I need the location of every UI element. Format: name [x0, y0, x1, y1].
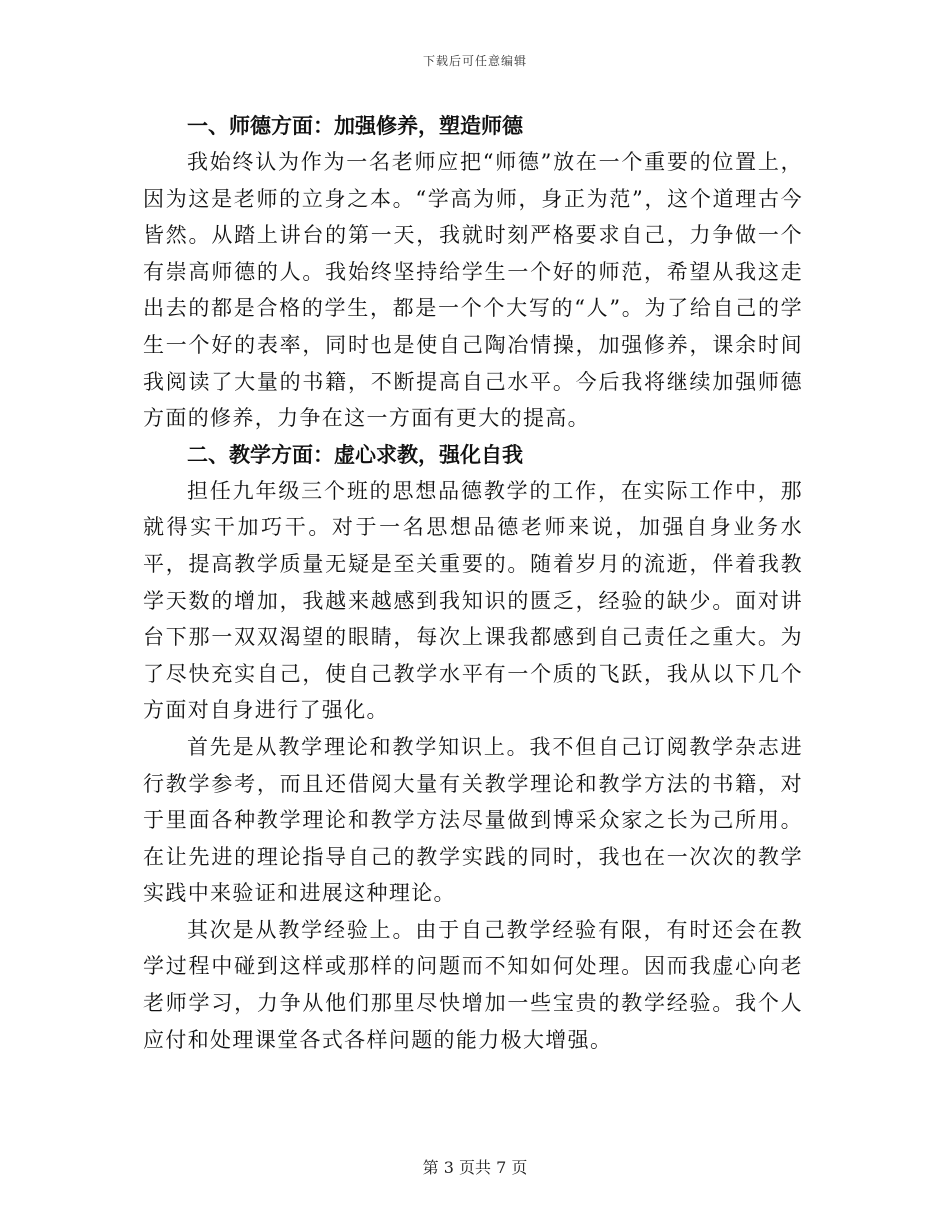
paragraph-teacher-ethics: 我始终认为作为一名老师应把“师德”放在一个重要的位置上，因为这是老师的立身之本。“学高为师，身正为范”，这个道理古今皆然。从踏上讲台的第一天，我就时刻严格要求自己，力争做一个有崇高师德的人。我始终坚持给学生一个好的师范，希望从我这走出去的都是合格的学生，都是一个个大写的“人”。为了给自己的学生一个好的表率，同时也是使自己陶冶情操，加强修养，课余时间我阅读了大量的书籍，不断提高自己水平。今后我将继续加强师德方面的修养，力争在这一方面有更大的提高。	[143, 150, 803, 431]
paragraph-teaching-theory: 首先是从教学理论和教学知识上。我不但自己订阅教学杂志进行教学参考，而且还借阅大量有关教学理论和教学方法的书籍，对于里面各种教学理论和教学方法尽量做到博采众家之长为己所用。在让先进的理论指导自己的教学实践的同时，我也在一次次的教学实践中来验证和进展这种理论。	[143, 734, 803, 906]
document-body	[143, 108, 803, 1058]
page-number: 第 3 页共 7 页	[422, 1158, 528, 1177]
paragraph-teaching-experience: 其次是从教学经验上。由于自己教学经验有限，有时还会在教学过程中碰到这样或那样的问题而不知如何处理。因而我虚心向老老师学习，力争从他们那里尽快增加一些宝贵的教学经验。我个人应付和处理课堂各式各样问题的能力极大增强。	[143, 917, 803, 1052]
paragraph-teaching-intro: 担任九年级三个班的思想品德教学的工作，在实际工作中，那就得实干加巧干。对于一名思想品德老师来说，加强自身业务水平，提高教学质量无疑是至关重要的。随着岁月的流逝，伴着我教学天数的增加，我越来越感到我知识的匮乏，经验的缺少。面对讲台下那一双双渴望的眼睛，每次上课我都感到自己责任之重大。为了尽快充实自己，使自己教学水平有一个质的飞跃，我从以下几个方面对自身进行了强化。	[143, 478, 803, 723]
section-heading-teacher-ethics: 一、师德方面：加强修养，塑造师德	[187, 113, 523, 138]
header-note: 下载后可任意编辑	[422, 54, 527, 68]
section-heading-teaching: 二、教学方面：虚心求教，强化自我	[187, 441, 523, 467]
